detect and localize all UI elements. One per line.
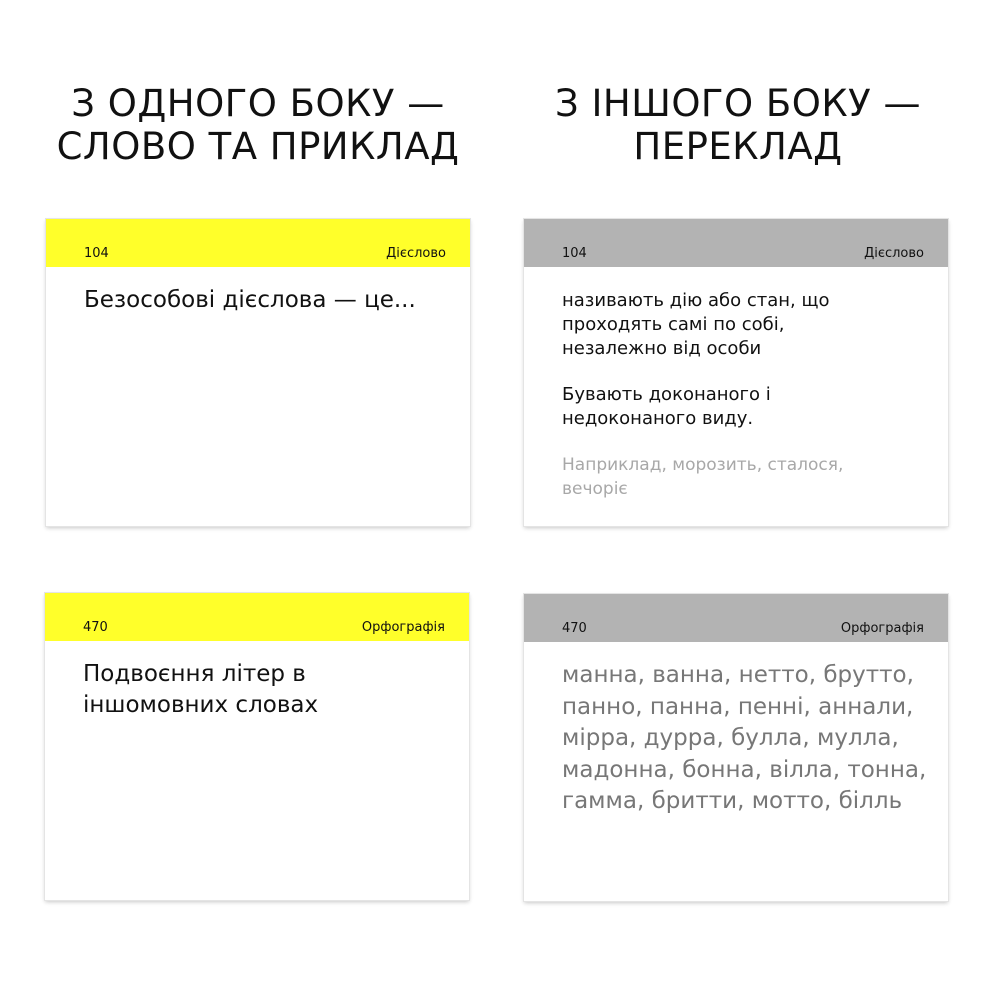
back-side-heading-line: ПЕРЕКЛАД — [633, 125, 843, 168]
card-category: Орфографія — [361, 620, 445, 635]
definition-line: недоконаного виду. — [562, 408, 754, 429]
card-back-definition — [562, 289, 922, 431]
definition-line: Бувають доконаного і — [562, 384, 771, 405]
word-list-line: гамма, бритти, мотто, білль — [562, 788, 903, 814]
front-side-heading — [38, 82, 478, 168]
example-line: Наприклад, морозить, сталося, — [562, 455, 844, 475]
definition-line: називають дію або стан, що — [562, 290, 830, 311]
card-header — [46, 219, 470, 267]
card-category: Дієслово — [386, 246, 446, 261]
card-back-word-list — [562, 660, 927, 818]
word-list-line: мірра, дурра, булла, мулла, — [562, 725, 899, 751]
word-list-line: манна, ванна, нетто, брутто, — [562, 662, 914, 688]
card-front-line: Подвоєння літер в — [83, 661, 306, 687]
card-back-example — [562, 453, 922, 501]
card-number: 104 — [84, 246, 109, 261]
card-number: 470 — [562, 621, 587, 636]
card-front-text — [83, 659, 443, 721]
definition-line: проходять самі по собі, — [562, 314, 785, 335]
word-list-line: мадонна, бонна, вілла, тонна, — [562, 756, 927, 783]
card-header — [524, 219, 948, 267]
definition-paragraph — [562, 289, 922, 361]
card-header — [524, 594, 948, 642]
card-back-content — [562, 289, 922, 501]
card-header — [45, 593, 469, 641]
card-number: 470 — [83, 620, 108, 635]
front-side-heading-line: СЛОВО ТА ПРИКЛАД — [56, 125, 460, 168]
definition-line: незалежно від особи — [562, 338, 762, 359]
card-category: Дієслово — [864, 246, 924, 261]
card-category: Орфографія — [840, 621, 924, 636]
card-front-line: іншомовних словах — [83, 692, 319, 718]
back-side-heading — [518, 82, 958, 168]
flashcard-front-spelling — [45, 593, 469, 900]
definition-paragraph — [562, 383, 922, 431]
card-front-line: Безособові дієслова — це... — [84, 287, 416, 313]
flashcard-back-spelling — [524, 594, 948, 901]
flashcard-back-verb — [524, 219, 948, 526]
example-line: вечоріє — [562, 479, 628, 499]
card-number: 104 — [562, 246, 587, 261]
back-side-heading-line: З ІНШОГО БОКУ — — [555, 82, 921, 125]
flashcard-front-verb — [46, 219, 470, 526]
card-front-text — [84, 285, 444, 316]
front-side-heading-line: З ОДНОГО БОКУ — — [71, 82, 445, 125]
word-list-line: панно, панна, пенні, аннали, — [562, 693, 914, 720]
